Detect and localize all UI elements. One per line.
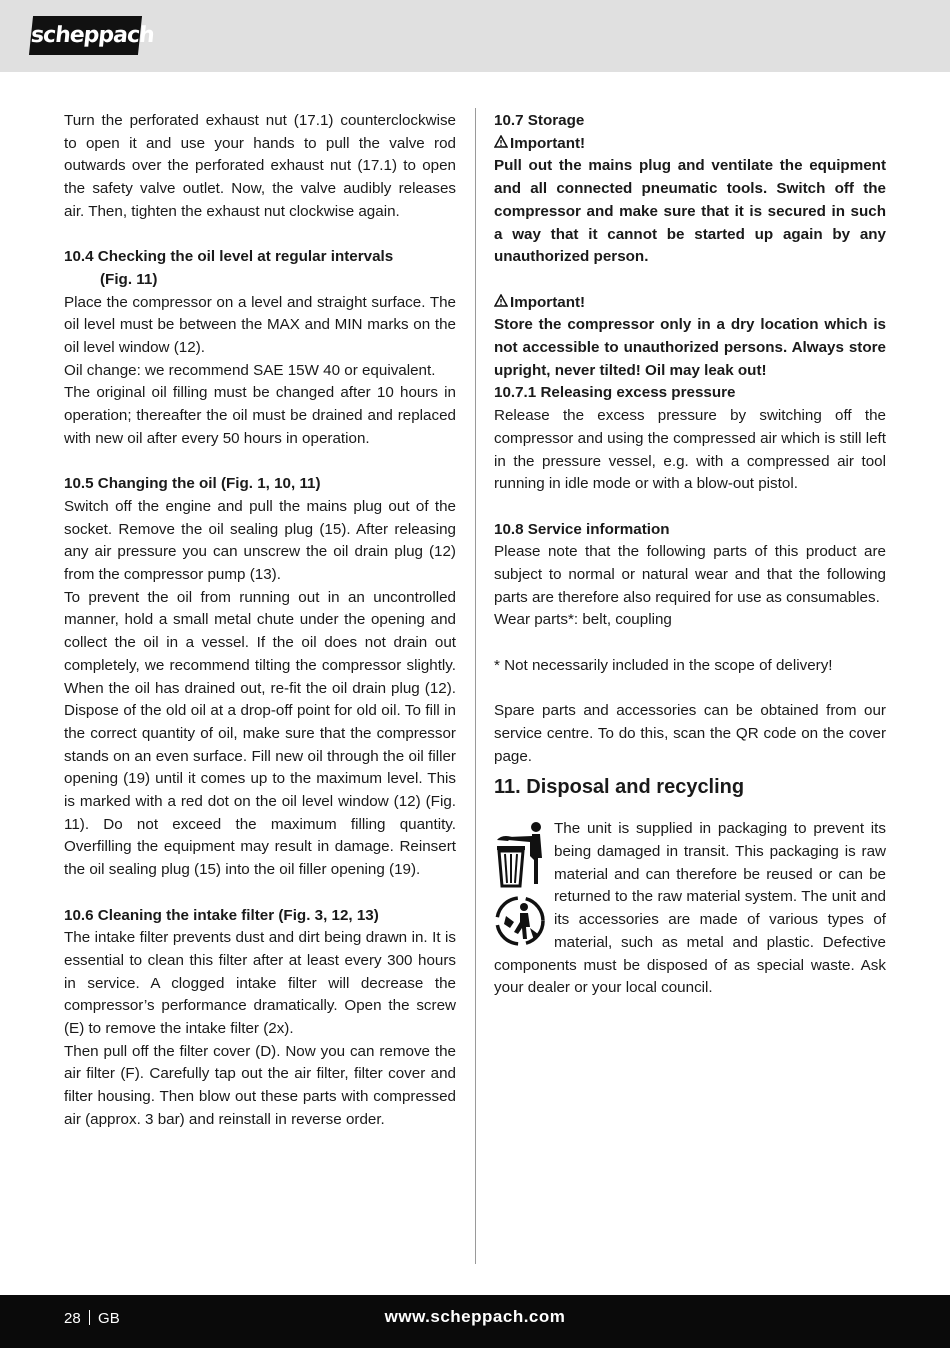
paragraph: Place the compressor on a level and straight surface. The oil level must be between the MAX and MIN marks on the oil level window (12). (64, 293, 456, 357)
disposal-block (494, 818, 886, 1000)
paragraph: Spare parts and accessories can be obtained from our service centre. To do this, scan the QR code on the cover page. (494, 702, 886, 765)
right-column (494, 110, 886, 1000)
paragraph: Switch off the engine and pull the mains plug out of the socket. Remove the oil sealing plug (15). After releasing any air pressure you can unscrew the oil drain plug (12) from the compressor pump (13). (64, 497, 456, 584)
paragraph: Please note that the following parts of this product are subject to normal or natural wear and that the following parts are therefore also required for use as consumables. (494, 543, 886, 606)
section-heading-10-7-1: 10.7.1 Releasing excess pressure (494, 384, 736, 402)
column-divider (475, 108, 476, 1264)
warning-icon (494, 133, 510, 156)
brand-logo: scheppach (29, 16, 142, 55)
section-title-disposal: 11. Disposal and recycling (494, 776, 745, 799)
section-heading-10-8: 10.8 Service information (494, 520, 670, 538)
page-number: 28 GB (64, 1310, 120, 1327)
paragraph: Wear parts*: belt, coupling (494, 611, 672, 629)
left-column (64, 110, 456, 1132)
paragraph: The original oil filling must be changed after 10 hours in operation; thereafter the oil must be drained and replaced with new oil after every 50 hours in operation. (64, 384, 456, 447)
section-heading-10-7: 10.7 Storage (494, 112, 585, 129)
website-link[interactable]: www.scheppach.com (384, 1307, 566, 1326)
recycling-icon (494, 894, 550, 950)
section-heading-10-5: 10.5 Changing the oil (Fig. 1, 10, 11) (64, 475, 321, 493)
section-heading-10-4: 10.4 Checking the oil level at regular intervals (64, 248, 394, 266)
warning-icon (494, 292, 510, 315)
trash-bin-icon (494, 818, 550, 888)
important-notice-2: Important! (494, 292, 886, 315)
disposal-paragraph: The unit is supplied in packaging to prevent its being damaged in transit. This packaging is raw material and can therefore be reused or can be returned to the raw material system. The unit and its accessories are made of various types of material, such as metal and plastic. Defective components must be disposed of as special waste. Ask your dealer or your local council. (494, 820, 886, 997)
header-bar (0, 0, 950, 72)
paragraph: Then pull off the filter cover (D). Now you can remove the air filter (F). Carefully tap out the air filter, filter cover and filter housing. Then blow out these parts with compressed air (approx. 3 bar) and reinstall in reverse order. (64, 1042, 456, 1128)
paragraph: The intake filter prevents dust and dirt being drawn in. It is essential to clean this filter after at least every 300 hours in service. A clogged intake filter will decrease the compressor’s performance dramatically. Open the screw (E) to remove the intake filter (2x). (64, 929, 456, 1038)
warning-text-2: Store the compressor only in a dry location which is not accessible to unauthorized persons. Always store upright, never tilted! Oil may leak out! (494, 316, 886, 379)
section-heading-10-4-fig: (Fig. 11) (100, 270, 158, 288)
disposal-icons (494, 818, 554, 954)
footer-bar (0, 1295, 950, 1348)
paragraph: Release the excess pressure by switching off the compressor and using the compressed air which is still left in the pressure vessel, e.g. with a compressed air tool running in idle mode or with a blow-out pistol. (494, 407, 886, 493)
important-notice-1: Important! (494, 133, 886, 156)
footnote: * Not necessarily included in the scope of delivery! (494, 656, 833, 674)
warning-text-1: Pull out the mains plug and ventilate the equipment and all connected pneumatic tools. Switch off the compressor and make sure that it is secured in such a way that it cannot be started up again by any unauthorized person. (494, 157, 886, 266)
section-heading-10-6: 10.6 Cleaning the intake filter (Fig. 3, 12, 13) (64, 906, 379, 924)
paragraph: Oil change: we recommend SAE 15W 40 or equivalent. (64, 361, 436, 379)
intro-paragraph: Turn the perforated exhaust nut (17.1) counterclockwise to open it and use your hands to pull the valve rod outwards over the perforated exhaust nut (17.1) to open the safety valve outlet. Now, the valve audibly releases air. Then, tighten the exhaust nut clockwise again. (64, 112, 456, 220)
paragraph: To prevent the oil from running out in an uncontrolled manner, hold a small metal chute under the opening and collect the oil in a vessel. If the oil does not drain out completely, we recommend tilting the compressor slightly. When the oil has drained out, re-fit the oil drain plug (12). Dispose of the old oil at a drop-off point for old oil. To fill in the correct quantity of oil, make sure that the compressor stands on an even surface. Fill new oil through the oil filler opening (19) until it comes up to the maximum level. This is marked with a red dot on the oil level window (12) (Fig. 11). Do not exceed the maximum filling quantity. Overfilling the equipment may result in damage. Reinsert the oil sealing plug (15) into the oil filler opening (19). (64, 588, 456, 879)
